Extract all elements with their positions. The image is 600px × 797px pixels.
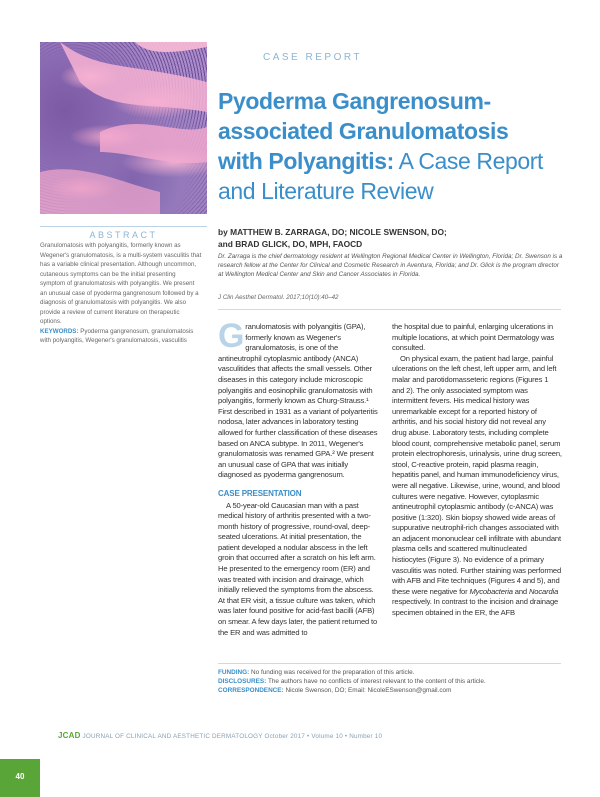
author-affiliations: Dr. Zarraga is the chief dermatology resident at Wellington Regional Medical Center in Wellington, Florida; Dr. Swenson is a research fellow at the Center for Clinical and Cosmetic Research in Aventura, Florida; and Dr. Glick is the program director at Wellington Medical Center and Skin and Cancer Associates in Florida.	[218, 253, 563, 278]
page-number: 40	[15, 772, 25, 781]
keywords: Pyoderma gangrenosum, granulomatosis with polyangitis, Wegener's granulomatosis, vasculitis	[40, 327, 194, 344]
abstract-heading: ABSTRACT	[40, 226, 207, 240]
citation: J Clin Aesthet Dermatol. 2017;10(10):40–42	[218, 294, 339, 301]
journal-abbr: JCAD	[58, 731, 81, 740]
body-column-2	[392, 322, 562, 619]
divider	[218, 309, 561, 310]
title-line-2: associated Granulomatosis	[218, 118, 509, 144]
title-line-4: and Literature Review	[218, 178, 434, 204]
abstract-text: Granulomatosis with polyangitis, formerly known as Wegener's granulomatosis, is a multi-system vasculitis that has a variable clinical presentation. Although uncommon, cutaneous symptoms can be the initial presenting symptom of granulomatosis with polyangitis. We present an unusual case of pyoderma gangrenosum followed by a diagnosis of granulomatosis with polyangitis. We also provide a review of current literature on therapeutic options. KEYWORDS: Pyoderma gangrenosum, granulomatosis with polyangitis, Wegener's granulomatosis, vasculitis	[40, 242, 202, 344]
col2-paragraph-2: On physical exam, the patient had large, painful ulcerations on the left chest, left upper arm, and left malar and parotidomasseteric regions (Figures 1 and 2). The only associated symptom was intermittent fevers. His medical history was unremarkable except for a reported history of arthritis, and his social history did not reveal any drug abuse. Laboratory tests, including complete blood count, comprehensive metabolic panel, serum protein electrophoresis, urinalysis, urine drug screen, stool, C-reactive protein, rapid plasma reagin, hepatitis panel, and human immunodeficiency virus, were all negative. Likewise, urine, wound, and blood cultures were negative. However, cytoplasmic antineutrophil cytoplasmic antibody (c-ANCA) was positive (1:320). Skin biopsy showed wide areas of suppurative neutrophil-rich changes associated with an adjacent mononuclear cell infiltrate with abundant plasma cells and scattered multinucleated histiocytes (Figure 3). No evidence of a primary vasculitis was noted. Further staining was performed with AFB and Fite techniques (Figures 4 and 5), and these were negative for Mycobacteria and Nocardia respectively. In contrast to the incision and drainage specimen obtained in the ER, the AFB	[392, 353, 562, 618]
case-paragraph: A 50-year-old Caucasian man with a past medical history of arthritis presented with a two-month history of progressive, round-oval, deep-seated ulcerations. At initial presentation, the patient developed a nodular abscess in the left groin that occurred after a scratch on his left arm. He presented to the emergency room (ER) and was treated with incision and drainage, which initially relieved the symptoms from the abscess. At that ER visit, a tissue culture was taken, which was later found positive for acid-fast bacilli (AFB) on smear. A few days later, the patient returned to the ER and was admitted to	[218, 500, 378, 637]
col2-paragraph-1: the hospital due to painful, enlarging ulcerations in multiple locations, at which point Dermatology was consulted.	[392, 322, 555, 353]
correspondence-email: Nicole Swenson, DO; Email: NicoleESwenson@gmail.com	[283, 687, 452, 694]
title-line-3: with Polyangitis: A Case Report	[218, 148, 544, 174]
article-title	[218, 86, 558, 206]
keywords-label: KEYWORDS:	[40, 327, 79, 335]
title-line-1: Pyoderma Gangrenosum-	[218, 88, 491, 114]
body-column-1	[218, 317, 381, 638]
intro-paragraph: ranulomatosis with polyangitis (GPA), formerly known as Wegener's granulomatosis, is one of the antineutrophil cytoplasmic antibody (ANCA) vasculitides that affects the small vessels. Other diseases in this category include microscopic polyangitis and eosinophilic granulomatosis with polyangitis, formerly known as Churg-Strauss.¹ First described in 1931 as a variant of polyarteritis nodosa, later advances in laboratory testing allowed for further classification of these diseases based on ANCA subtype. In 2011, Wegener's granulomatosis was renamed GPA.² We present an unusual case of GPA that was initially diagnosed as pyoderma gangrenosum.	[218, 322, 378, 480]
histology-figure	[40, 42, 207, 214]
section-heading-case: CASE PRESENTATION	[218, 488, 302, 498]
journal-footer: JCAD JOURNAL OF CLINICAL AND AESTHETIC DERMATOLOGY October 2017 • Volume 10 • Number 10	[58, 731, 383, 740]
section-label: CASE REPORT	[263, 52, 362, 63]
drop-cap: G	[218, 317, 245, 355]
divider	[218, 663, 561, 664]
article-notes: FUNDING: No funding was received for the preparation of this article. DISCLOSURES: The authors have no conflicts of interest relevant to the content of this article. CORRESPONDENCE: Nicole Swenson, DO; Email: NicoleESwenson@gmail.com	[218, 669, 486, 694]
authors: by MATTHEW B. ZARRAGA, DO; NICOLE SWENSON, DO; and BRAD GLICK, DO, MPH, FAOCD	[218, 227, 447, 249]
